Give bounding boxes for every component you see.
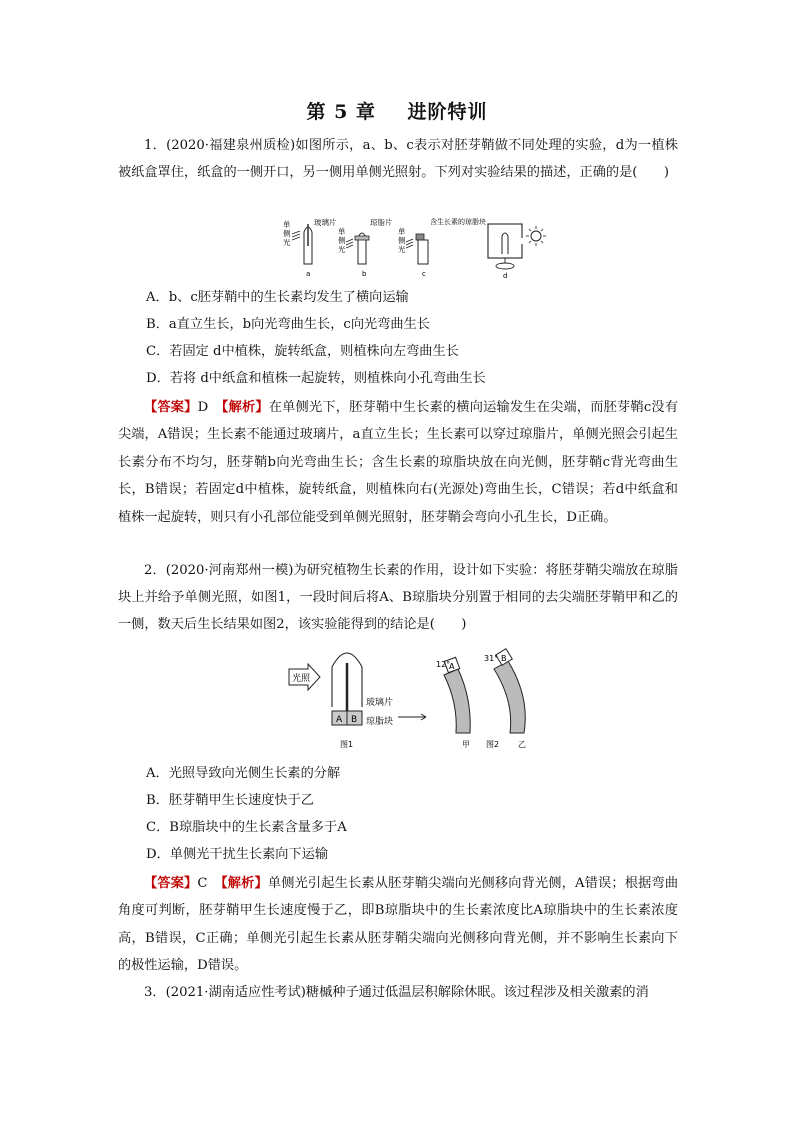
coleoptile-yi [484,649,526,749]
figure-2-caption: 图2 [486,740,500,749]
question-1-option-b: B．a直立生长，b向光弯曲生长，c向光弯曲生长 [146,317,430,332]
analysis-text: 单侧光引起生长素从胚芽鞘尖端向光侧移向背光侧，A错误；根据弯曲角度可判断，胚芽鞘甲生长速度慢于乙，即B琼脂块中的生长素浓度比A琼脂块中的生长素浓度高，B错误，C正确；单侧光引起生长素从胚芽鞘尖端向光侧移向背光侧，并不影响生长素向下的极性运输，D错误。 [118,876,679,974]
jia-block-label: A [449,662,455,671]
analysis-tag: 【解析】 [221,876,268,891]
question-1-stem: 1．(2020·福建泉州质检)如图所示，a、b、c表示对胚芽鞘做不同处理的实验，d为一植株被纸盒罩住，纸盒的一侧开口，另一侧用单侧光照射。下列对实验结果的描述，正确的是( ) [118,138,678,180]
light-label-c: 单侧光 [398,227,406,254]
answer-tag: 【答案】 [144,400,198,415]
analysis-tag: 【解析】 [221,400,269,415]
setup-a [283,217,337,278]
glass-label: 玻璃片 [314,218,337,227]
block-b-label: B [351,715,358,725]
agar-sheet-label: 琼脂片 [370,218,393,227]
question-1-option-a: A．b、c胚芽鞘中的生长素均发生了横向运输 [146,290,409,305]
chapter-name: 进阶特训 [407,101,488,123]
setup-b [338,217,393,278]
figure-1 [289,653,393,749]
jia-label: 甲 [462,740,470,749]
coleoptile-jia [436,657,470,749]
setup-c [398,217,486,278]
answer-value: C [197,876,208,891]
page-title [0,97,794,124]
answer-value: D [197,400,209,415]
setup-d [488,224,546,280]
answer-tag: 【答案】 [144,876,198,891]
label-b: b [362,270,367,278]
yi-label: 乙 [518,740,526,749]
question-3-stem: 3．(2021·湖南适应性考试)糖槭种子通过低温层积解除休眠。该过程涉及相关激素的消 [144,985,649,1000]
question-2-option-a: A．光照导致向光侧生长素的分解 [146,766,341,781]
light-label: 光照 [292,674,311,684]
block-a-label: A [336,715,343,725]
auxin-experiment-figure [286,647,556,753]
label-d: d [503,272,508,280]
question-1-option-c: C．若固定 d中植株，旋转纸盒，则植株向左弯曲生长 [146,344,459,359]
light-label-a: 单侧光 [283,220,291,247]
question-2-option-d: D．单侧光干扰生长素向下运输 [146,847,329,862]
light-arrows-b [346,239,353,248]
yi-block-label: B [501,654,507,663]
figure-1-caption: 图1 [340,740,354,749]
light-arrows-c [406,239,413,248]
angle-b: 31° [484,654,499,663]
question-2-option-c: C．B琼脂块中的生长素含量多于A [146,820,347,835]
question-1-answer-block [118,394,678,531]
glass-sheet-label: 玻璃片 [366,698,394,708]
label-c: c [422,270,426,278]
agar-block-label: 琼脂块 [366,717,394,727]
coleoptile-figure-abcd [280,214,550,280]
question-2-figure [286,647,556,757]
question-2-stem: 2．(2020·河南郑州一模)为研究植物生长素的作用，设计如下实验：将胚芽鞘尖端放在琼脂块上并给予单侧光照，如图1，一段时间后将A、B琼脂块分别置于相同的去尖端胚芽鞘甲和乙的一侧，数天后生长结果如图2，该实验能得到的结论是( ) [118,563,678,632]
question-2-option-b: B．胚芽鞘甲生长速度快于乙 [146,793,314,808]
analysis-text: 在单侧光下，胚芽鞘中生长素的横向运输发生在尖端，而胚芽鞘c没有尖端，A错误；生长素不能通过玻璃片，a直立生长；生长素可以穿过琼脂片，单侧光照会引起生长素分布不均匀，胚芽鞘b向光弯曲生长；含生长素的琼脂块放在向光侧，胚芽鞘c背光弯曲生长，B错误；若固定d中植株，旋转纸盒，则植株向右(光源处)弯曲生长，C错误；若d中纸盒和植株一起旋转，则只有小孔部位能受到单侧光照射，胚芽鞘会弯向小孔生长，D正确。 [118,400,679,525]
question-2-answer-block [118,870,678,980]
auxin-agar-label: 含生长素的琼脂块 [430,218,486,226]
question-1-figure [280,214,550,284]
chapter-number: 第 5 章 [306,101,376,123]
light-arrows-a [292,231,300,240]
angle-a: 12° [436,660,451,669]
light-label-b: 单侧光 [338,227,346,254]
label-a: a [306,270,311,278]
question-1-option-d: D．若将 d中纸盒和植株一起旋转，则植株向小孔弯曲生长 [146,371,486,386]
